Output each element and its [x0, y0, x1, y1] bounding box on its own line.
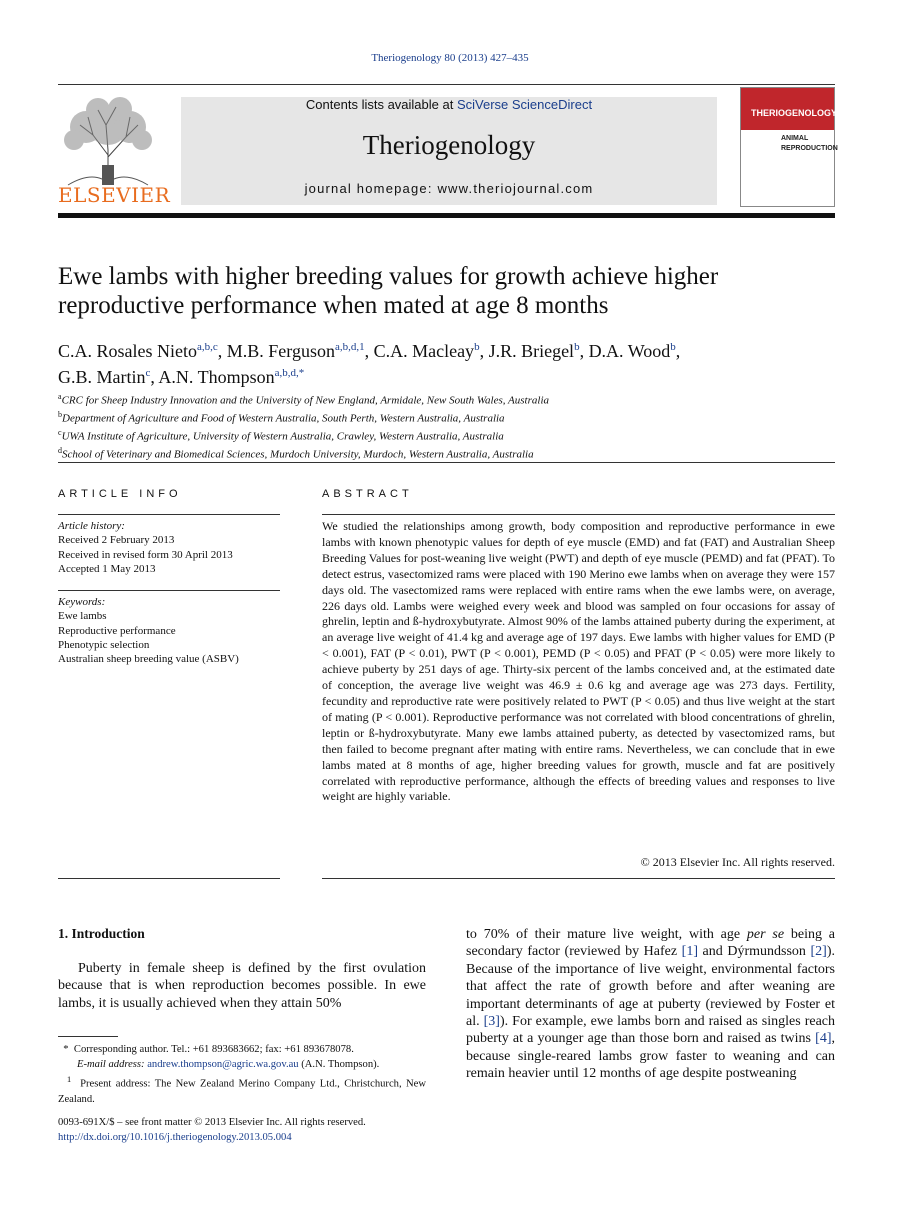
journal-homepage[interactable]: journal homepage: www.theriojournal.com	[304, 181, 594, 196]
revised-date: Received in revised form 30 April 2013	[58, 548, 233, 561]
intro-emphasis: per se	[746, 927, 785, 942]
affiliation-text: School of Veterinary and Biomedical Sciences, Murdoch University, Murdoch, Western Australia, Australia	[62, 448, 534, 461]
intro-paragraph-right	[466, 926, 835, 1083]
elsevier-wordmark: ELSEVIER	[58, 183, 171, 207]
article-title	[58, 262, 835, 320]
author-line-1	[58, 336, 835, 362]
issn-line: 0093-691X/$ – see front matter © 2013 Elsevier Inc. All rights reserved.	[58, 1117, 366, 1128]
author-name[interactable]: A.N. Thompson	[158, 367, 275, 387]
author-sep: ,	[364, 341, 374, 361]
cover-subtitle-line-2: REPRODUCTION	[781, 145, 838, 152]
keyword-item: Australian sheep breeding value (ASBV)	[58, 653, 239, 666]
copyright-notice: © 2013 Elsevier Inc. All rights reserved.	[640, 855, 835, 869]
affiliation-item	[58, 390, 835, 408]
keywords	[58, 595, 280, 666]
author-name[interactable]: J.R. Briegel	[488, 341, 575, 361]
intro-text: ). Because of the importance of live weight, environmental factors that affect the rate of growth before and after weaning are important determinants of age at puberty (reviewed by Foster et al.	[466, 944, 835, 1030]
affiliation-key: b	[58, 409, 62, 419]
author-name[interactable]: C.A. Macleay	[373, 341, 475, 361]
contents-prefix: Contents lists available at	[305, 97, 457, 112]
cover-title: THERIOGENOLOGY	[741, 88, 834, 130]
reference-link[interactable]: [1]	[681, 944, 698, 960]
article-info-rule	[58, 514, 280, 515]
abstract-text: We studied the relationships among growth, body composition and reproductive performance in ewe lambs with known phenotypic values for depth of eye muscle (EMD) and fat (FAT) and Australian Sheep Breeding Values for post-weaning live weight (PWT) and depth of eye muscle (PEMD) and fat (PFAT). To detect estrus, vasectomized rams were placed with 190 Merino ewe lambs when on average they were 157 days old. The vasectomized rams were replaced with entire rams when the ewe lambs were, on average, 226 days old. Lambs were weighed every week and blood was sampled on four occasions for assay of ghrelin, leptin and ß-hydroxybutyrate. Almost 90% of the lambs attained puberty during the experiment, at an average live weight of 41.4 kg and average age of 197 days. Ewe lambs with higher values for EMD (P < 0.001), FAT (P < 0.01), PWT (P < 0.001), PEMD (P < 0.05) and PFAT (P < 0.05) were more likely to achieve puberty by 251 days of age. Thirty-six percent of the lambs conceived and, at the estimated date of conception, the average live weight was 46.9 ± 0.6 kg and average age was 273 days. Fertility, fecundity and reproductive rate were positively related to PWT (P < 0.05) and thus live weight at the start of mating (P < 0.001). Reproductive performance was not correlated with blood concentrations of ghrelin, leptin or ß-hydroxybutyrate. Many ewe lambs attained puberty, as detected by vasectomized rams, but then failed to become pregnant after mating with entire rams. Nevertheless, we can conclude that in ewe lambs mated at 8 months of age, higher breeding values for growth, muscle and fat are positively correlated with reproductive performance, although the effects of breeding values and responses to live weight are highly variable.	[322, 519, 835, 804]
cover-subtitle-line-1: ANIMAL	[781, 135, 809, 142]
intro-paragraph-left: Puberty in female sheep is defined by the first ovulation because that is when reproduction becomes possible. In ewe lambs, it is usually achieved when they attain 50%	[58, 961, 426, 1011]
affiliation-text: Department of Agriculture and Food of Western Australia, South Perth, Western Australia, Australia	[62, 412, 505, 425]
journal-name: Theriogenology	[362, 130, 536, 160]
author-sep: ,	[579, 341, 589, 361]
affiliation-item	[58, 444, 835, 462]
journal-citation[interactable]: Theriogenology 80 (2013) 427–435	[371, 52, 529, 64]
contents-line	[181, 97, 717, 112]
footnote-mark: *	[63, 1044, 69, 1055]
footnote-mark: 1	[66, 1074, 72, 1084]
abstract-rule	[322, 514, 835, 515]
author-sep: ,	[675, 341, 681, 361]
reference-link[interactable]: [3]	[483, 1014, 500, 1030]
email-label: E-mail address:	[77, 1059, 148, 1070]
author-affil-marker[interactable]: b	[670, 341, 676, 353]
journal-cover-image	[740, 87, 838, 207]
affiliations	[58, 390, 835, 462]
affiliations-divider	[58, 462, 835, 463]
affiliation-text: UWA Institute of Agriculture, University of Western Australia, Crawley, Western Australia, Australia	[61, 430, 504, 443]
footnote-text: Present address: The New Zealand Merino Company Ltd., Christchurch, New Zealand.	[58, 1078, 427, 1105]
email-suffix: (A.N. Thompson).	[298, 1059, 380, 1070]
author-affil-marker[interactable]: a,b,d,*	[274, 367, 305, 379]
author-sep: ,	[479, 341, 489, 361]
keyword-item: Reproductive performance	[58, 624, 176, 637]
abstract-bottom-rule	[322, 878, 835, 879]
author-sep: ,	[150, 367, 159, 387]
corresponding-author-note	[58, 1042, 426, 1057]
author-name[interactable]: M.B. Ferguson	[226, 341, 335, 361]
affiliation-key: d	[58, 445, 62, 455]
affiliation-key: c	[58, 427, 62, 437]
affiliation-key: a	[58, 392, 62, 401]
cover-subtitle	[741, 130, 838, 154]
email-note	[58, 1057, 426, 1072]
author-name[interactable]: C.A. Rosales Nieto	[58, 341, 197, 361]
intro-text: to 70% of their mature live weight, with age	[466, 927, 747, 942]
affiliation-text: CRC for Sheep Industry Innovation and the University of New England, Armidale, New South Wales, Australia	[61, 394, 549, 407]
author-affil-marker[interactable]: c	[145, 367, 151, 379]
author-line-2	[58, 362, 835, 388]
received-date: Received 2 February 2013	[58, 534, 175, 547]
article-info-bottom-rule	[58, 878, 280, 879]
author-affil-marker[interactable]: b	[574, 341, 580, 353]
author-name[interactable]: G.B. Martin	[58, 367, 146, 387]
author-list	[58, 336, 835, 388]
reference-link[interactable]: [2]	[810, 944, 827, 960]
author-sep: ,	[217, 341, 227, 361]
keyword-item: Phenotypic selection	[58, 638, 150, 651]
footnote-text: Corresponding author. Tel.: +61 893683662; fax: +61 893678078.	[73, 1044, 354, 1055]
journal-header	[58, 84, 838, 212]
footnotes	[58, 1042, 426, 1107]
publication-info	[58, 1115, 426, 1145]
author-affil-marker[interactable]: a,b,c	[197, 341, 218, 353]
doi-link[interactable]: http://dx.doi.org/10.1016/j.theriogenology.2013.05.004	[58, 1132, 292, 1143]
article-info-heading: ARTICLE INFO	[58, 488, 182, 500]
reference-link[interactable]: [4]	[815, 1031, 832, 1047]
keywords-label: Keywords:	[58, 596, 106, 608]
section-heading-introduction: 1. Introduction	[58, 926, 145, 941]
affiliation-item	[58, 408, 835, 426]
header-divider	[58, 213, 835, 218]
keyword-item: Ewe lambs	[58, 610, 107, 623]
title-line-1: Ewe lambs with higher breeding values for growth achieve higher	[58, 263, 719, 290]
intro-text: ). For example, ewe lambs born and raised as singles reach puberty at a younger age than those born and raised as twins	[466, 1014, 835, 1047]
article-history	[58, 519, 280, 576]
accepted-date: Accepted 1 May 2013	[58, 562, 156, 575]
email-link[interactable]: andrew.thompson@agric.wa.gov.au	[147, 1059, 299, 1070]
sciencedirect-link[interactable]: SciVerse ScienceDirect	[456, 97, 593, 112]
affiliation-item	[58, 426, 835, 444]
elsevier-tree-icon	[58, 95, 158, 187]
intro-text: , because single-reared lambs grow faster to weaning and can remain heavier until 12 months of age despite postweaning	[466, 1031, 835, 1082]
author-affil-marker[interactable]: b	[474, 341, 480, 353]
author-name[interactable]: D.A. Wood	[588, 341, 671, 361]
intro-text: being a secondary factor (reviewed by Hafez	[466, 927, 835, 960]
intro-text: and Dýrmundsson	[697, 944, 811, 960]
keywords-rule	[58, 590, 280, 591]
history-label: Article history:	[58, 520, 125, 532]
elsevier-logo	[58, 95, 171, 207]
footnote-rule	[58, 1036, 118, 1037]
present-address-note	[58, 1072, 426, 1107]
title-line-2: reproductive performance when mated at age 8 months	[58, 292, 609, 319]
author-affil-marker[interactable]: a,b,d,1	[334, 341, 365, 353]
journal-banner	[181, 97, 717, 205]
abstract-heading: ABSTRACT	[322, 488, 413, 500]
